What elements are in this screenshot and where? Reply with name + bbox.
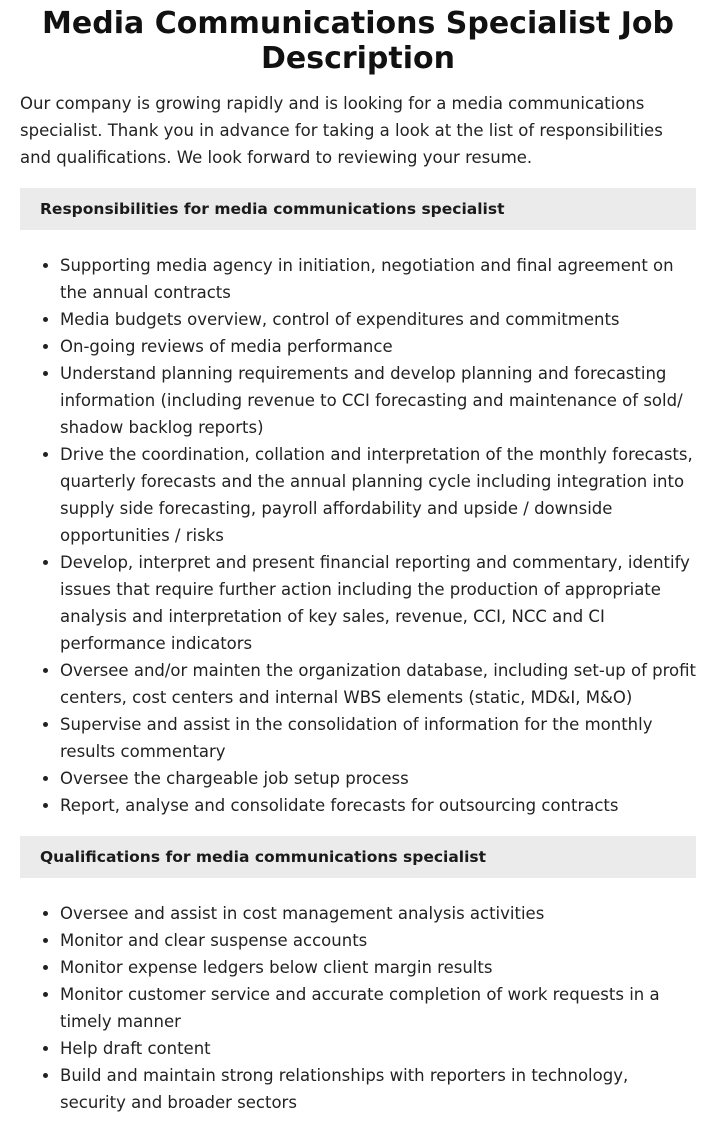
list-item: • Supporting media agency in initiation, negotiation and final agreement on the annual contracts <box>60 252 696 306</box>
qualifications-heading: Qualifications for media communications specialist <box>20 836 696 878</box>
list-item: • Oversee the chargeable job setup process <box>60 765 696 792</box>
qualifications-list <box>20 900 696 1116</box>
list-item: • Drive the coordination, collation and interpretation of the monthly forecasts, quarterly forecasts and the annual planning cycle including integration into supply side forecasting, payroll affordability and upside / downside opportunities / risks <box>60 441 696 549</box>
list-item: • Supervise and assist in the consolidation of information for the monthly results commentary <box>60 711 696 765</box>
list-item: • Monitor customer service and accurate completion of work requests in a timely manner <box>60 981 696 1035</box>
list-item: • Build and maintain strong relationships with reporters in technology, security and broader sectors <box>60 1062 696 1116</box>
list-item: • Oversee and assist in cost management analysis activities <box>60 900 696 927</box>
list-item: • Report, analyse and consolidate forecasts for outsourcing contracts <box>60 792 696 819</box>
list-item: • Monitor expense ledgers below client margin results <box>60 954 696 981</box>
job-description-page <box>0 6 720 1116</box>
list-item: • Understand planning requirements and develop planning and forecasting information (including revenue to CCI forecasting and maintenance of sold/ shadow backlog reports) <box>60 360 696 441</box>
list-item: • Monitor and clear suspense accounts <box>60 927 696 954</box>
responsibilities-list <box>20 252 696 819</box>
list-item: • Develop, interpret and present financial reporting and commentary, identify issues that require further action including the production of appropriate analysis and interpretation of key sales, revenue, CCI, NCC and CI performance indicators <box>60 549 696 657</box>
list-item: • Help draft content <box>60 1035 696 1062</box>
page-title: Media Communications Specialist Job Description <box>42 6 674 76</box>
responsibilities-heading: Responsibilities for media communications specialist <box>20 188 696 230</box>
list-item: • On-going reviews of media performance <box>60 333 696 360</box>
intro-paragraph: Our company is growing rapidly and is looking for a media communications specialist. Thank you in advance for taking a look at the list of responsibilities and qualifications. We look forward to reviewing your resume. <box>20 94 663 167</box>
list-item: • Media budgets overview, control of expenditures and commitments <box>60 306 696 333</box>
list-item: • Oversee and/or mainten the organization database, including set-up of profit centers, cost centers and internal WBS elements (static, MD&I, M&O) <box>60 657 696 711</box>
